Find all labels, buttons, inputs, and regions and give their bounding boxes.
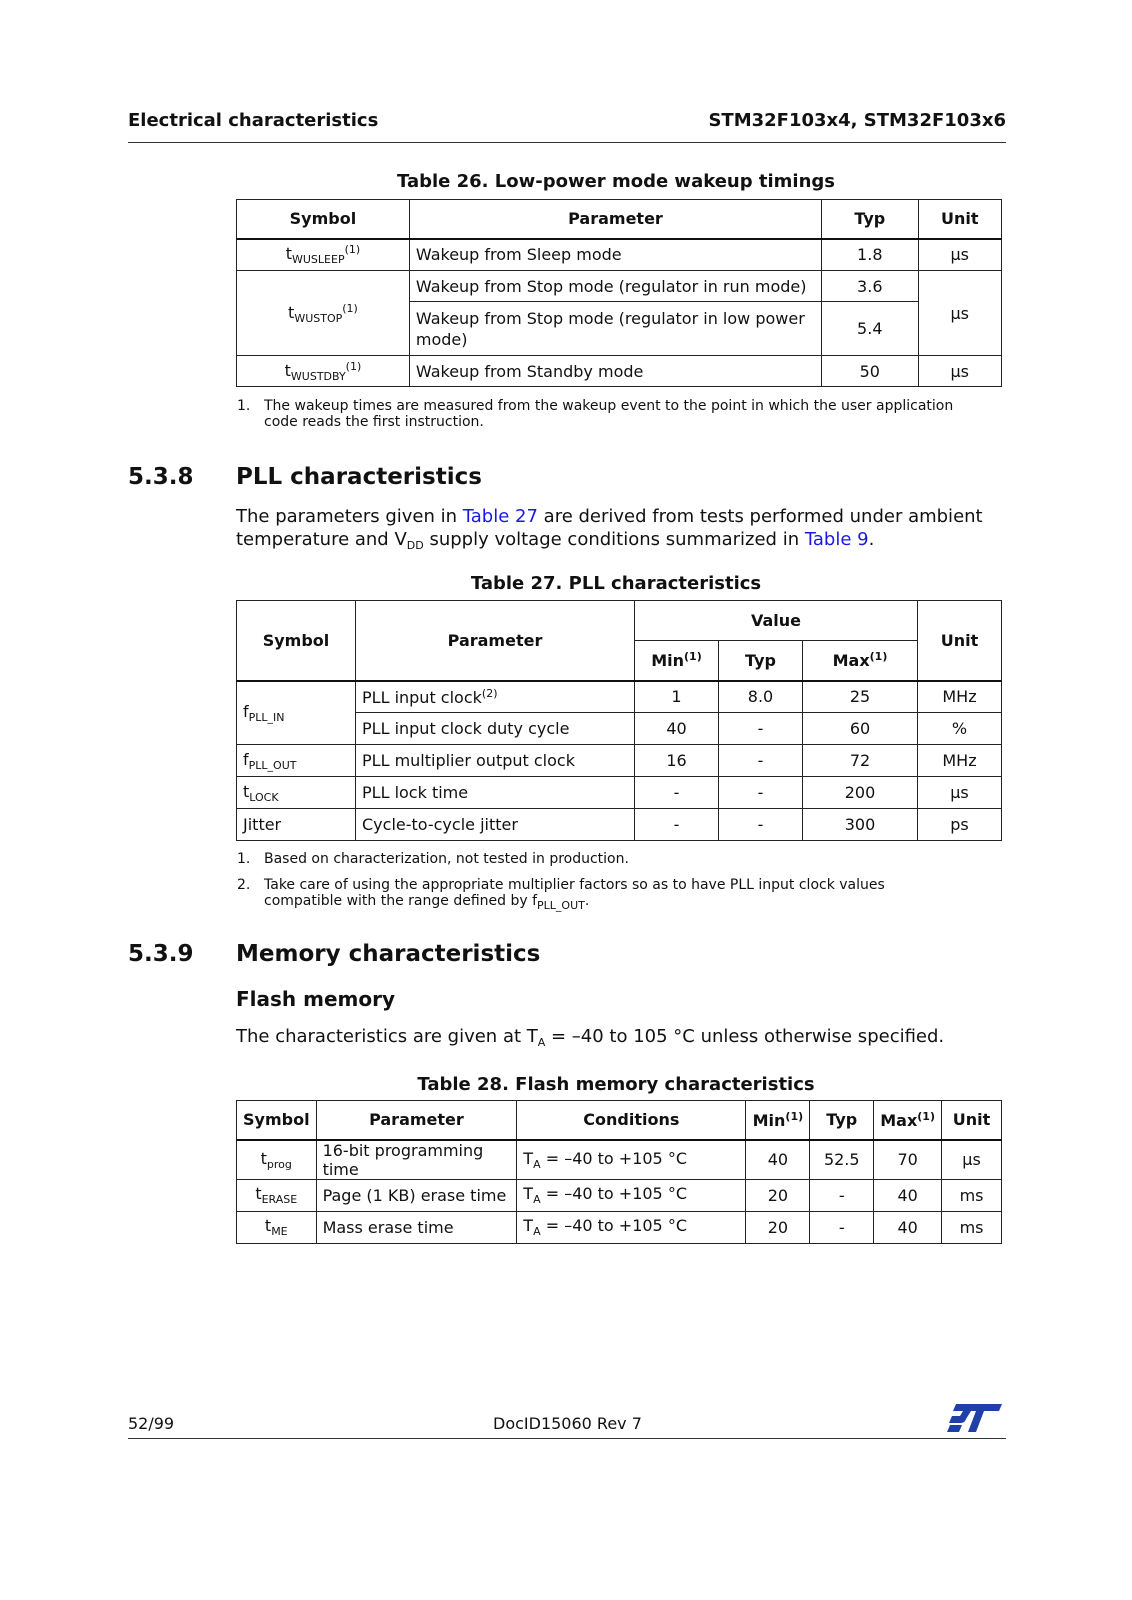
table26-header-parameter: Parameter [409,200,821,239]
unit-cell: MHz [918,745,1002,777]
table-row [237,681,1002,713]
table-row [237,809,1002,841]
table27-header-value: Value [635,601,918,641]
table27-caption: Table 27. PLL characteristics [470,573,762,594]
parameter-cell: Cycle-to-cycle jitter [356,809,635,841]
unit-cell: µs [918,777,1002,809]
conditions-cell: $T_A = -40$ to +105 °C [517,1140,746,1180]
st-logo-icon [946,1402,1004,1438]
table26 [236,199,1002,387]
table26-header-symbol: Symbol [237,200,410,239]
table28-header-min: Min$^{(1)}$ [746,1101,810,1140]
min-cell: - [635,809,719,841]
section-title: PLL characteristics [236,464,482,490]
parameter-cell: Wakeup from Sleep mode [409,239,821,271]
table28 [236,1100,1002,1244]
conditions-cell: $T_A = -40$ to +105 °C [517,1211,746,1243]
min-cell: 16 [635,745,719,777]
unit-cell: µs [918,271,1001,356]
symbol-cell: $t_{prog}$ [237,1140,317,1180]
min-cell: 1 [635,681,719,713]
parameter-cell: Page (1 KB) erase time [316,1179,517,1211]
typ-cell: 3.6 [822,271,919,302]
max-cell: 40 [874,1179,942,1211]
symbol-cell: $t_{WUSTOP}^{(1)}$ [237,271,410,356]
table27-header-max: Max$^{(1)}$ [803,641,918,681]
section-paragraph: The parameters given in Table 27 are derived from tests performed under ambient temperature and $V_{DD}$ supply voltage conditions summarized in Table 9. [236,506,983,552]
symbol-cell: $t_{ERASE}$ [237,1179,317,1211]
parameter-cell: 16-bit programming time [316,1140,517,1180]
parameter-cell: Wakeup from Standby mode [409,356,821,387]
table-row [237,1140,1002,1180]
table-row [237,745,1002,777]
typ-cell: - [810,1211,874,1243]
unit-cell: µs [918,239,1001,271]
document-product-title: STM32F103x4, STM32F103x6 [708,110,1006,131]
parameter-cell: Mass erase time [316,1211,517,1243]
table-row [237,356,1002,387]
table28-header-typ: Typ [810,1101,874,1140]
symbol-cell: $t_{WUSLEEP}^{(1)}$ [237,239,410,271]
parameter-cell: Wakeup from Stop mode (regulator in run mode) [409,271,821,302]
table28-header-max: Max$^{(1)}$ [874,1101,942,1140]
section-header-title: Electrical characteristics [128,110,379,131]
typ-cell: 52.5 [810,1140,874,1180]
table26-caption: Table 26. Low-power mode wakeup timings [397,171,835,192]
table28-header-unit: Unit [942,1101,1002,1140]
max-cell: 40 [874,1211,942,1243]
table28-header-conditions: Conditions [517,1101,746,1140]
section-paragraph: The characteristics are given at $T_A = -40$ to 105 °C unless otherwise specified. [236,1026,945,1049]
section-title: Memory characteristics [236,941,541,967]
max-cell: 200 [803,777,918,809]
typ-cell: 8.0 [719,681,803,713]
table28-header-parameter: Parameter [316,1101,517,1140]
unit-cell: ms [942,1211,1002,1243]
table26-header-unit: Unit [918,200,1001,239]
page-header [128,110,1006,143]
table26-header-typ: Typ [822,200,919,239]
page-number: 52/99 [128,1414,175,1433]
min-cell: - [635,777,719,809]
table27-header-symbol: Symbol [237,601,356,681]
table-row [237,1211,1002,1243]
min-cell: 20 [746,1179,810,1211]
min-cell: 20 [746,1211,810,1243]
section-number: 5.3.9 [128,941,194,967]
table27-header-unit: Unit [918,601,1002,681]
table27-header-parameter: Parameter [356,601,635,681]
table-row [237,777,1002,809]
symbol-cell: $f_{PLL\_OUT}$ [237,745,356,777]
typ-cell: - [810,1179,874,1211]
unit-cell: µs [918,356,1001,387]
table27 [236,600,1002,841]
table27-header-min: Min$^{(1)}$ [635,641,719,681]
unit-cell: ps [918,809,1002,841]
unit-cell: µs [942,1140,1002,1180]
typ-cell: - [719,745,803,777]
max-cell: 25 [803,681,918,713]
typ-cell: - [719,809,803,841]
symbol-cell: $t_{LOCK}$ [237,777,356,809]
symbol-cell: Jitter [237,809,356,841]
symbol-cell: $f_{PLL\_IN}$ [237,681,356,745]
conditions-cell: $T_A = -40$ to +105 °C [517,1179,746,1211]
typ-cell: - [719,713,803,745]
max-cell: 70 [874,1140,942,1180]
parameter-cell: PLL input clock$^{(2)}$ [356,681,635,713]
symbol-cell: $t_{ME}$ [237,1211,317,1243]
typ-cell: 1.8 [822,239,919,271]
unit-cell: ms [942,1179,1002,1211]
max-cell: 60 [803,713,918,745]
table28-header-symbol: Symbol [237,1101,317,1140]
table-row [237,239,1002,271]
table27-link[interactable]: Table 27 [462,506,538,527]
min-cell: 40 [635,713,719,745]
symbol-cell: $t_{WUSTDBY}^{(1)}$ [237,356,410,387]
section-number: 5.3.8 [128,464,194,490]
table9-link[interactable]: Table 9 [804,529,869,550]
unit-cell: MHz [918,681,1002,713]
table28-caption: Table 28. Flash memory characteristics [417,1074,815,1095]
page-footer [128,1412,1006,1439]
max-cell: 72 [803,745,918,777]
table-row [237,271,1002,302]
typ-cell: - [719,777,803,809]
parameter-cell: Wakeup from Stop mode (regulator in low power mode) [409,302,821,356]
document-id: DocID15060 Rev 7 [493,1414,642,1433]
table27-header-typ: Typ [719,641,803,681]
table-row [237,1179,1002,1211]
parameter-cell: PLL input clock duty cycle [356,713,635,745]
subsection-title: Flash memory [236,987,396,1011]
parameter-cell: PLL lock time [356,777,635,809]
typ-cell: 5.4 [822,302,919,356]
typ-cell: 50 [822,356,919,387]
min-cell: 40 [746,1140,810,1180]
unit-cell: % [918,713,1002,745]
max-cell: 300 [803,809,918,841]
parameter-cell: PLL multiplier output clock [356,745,635,777]
